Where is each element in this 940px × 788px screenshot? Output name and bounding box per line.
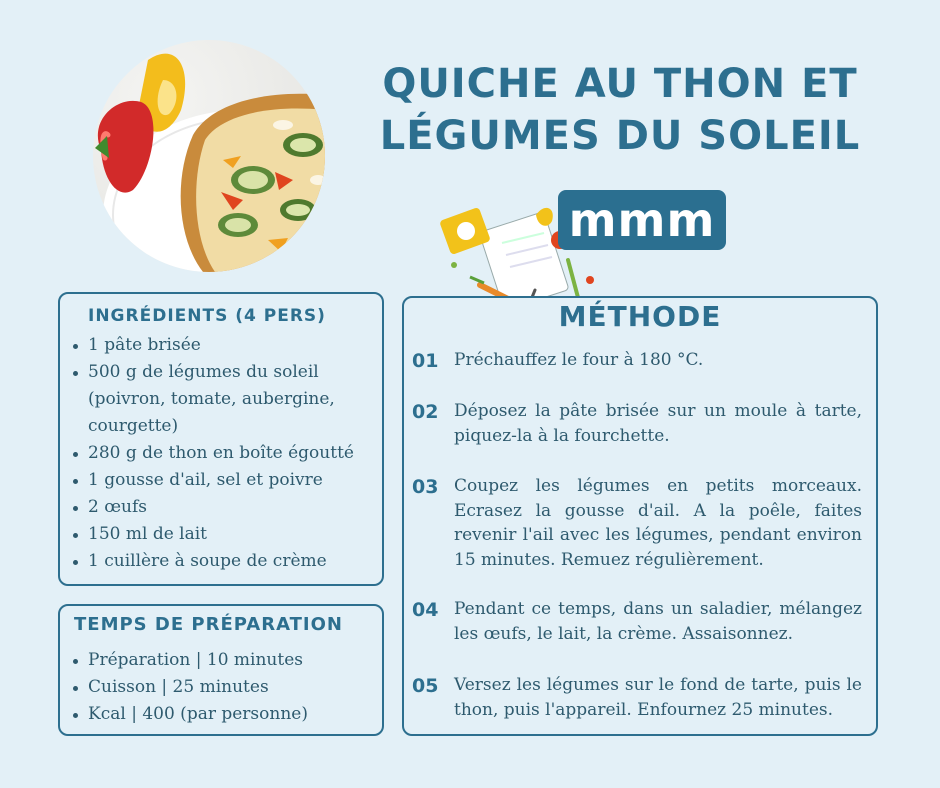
list-item: 2 œufs <box>70 494 374 521</box>
title-line-1: QUICHE AU THON ET <box>382 61 858 107</box>
method-step <box>412 348 862 373</box>
step-text: Versez les légumes sur le fond de tarte, puis le thon, puis l'appareil. Enfournez 25 minutes. <box>454 675 862 720</box>
list-item: 1 gousse d'ail, sel et poivre <box>70 467 374 494</box>
list-item: 1 pâte brisée <box>70 332 374 359</box>
step-text: Pendant ce temps, dans un saladier, mélangez les œufs, le lait, la crème. Assaisonnez. <box>454 599 862 644</box>
ingredients-title: INGRÉDIENTS (4 PERS) <box>88 306 326 326</box>
list-item: 500 g de légumes du soleil (poivron, tomate, aubergine, courgette) <box>70 359 374 440</box>
step-text: Déposez la pâte brisée sur un moule à tarte, piquez-la à la fourchette. <box>454 401 862 446</box>
list-item: Préparation | 10 minutes <box>70 647 374 674</box>
step-number: 04 <box>412 599 439 621</box>
method-step <box>412 673 862 722</box>
step-text: Coupez les légumes en petits morceaux. Ecrasez la gousse d'ail. A la poêle, faites revenir l'ail avec les légumes, pendant environ 15 minutes. Remuez régulièrement. <box>454 476 862 570</box>
list-item: Kcal | 400 (par personne) <box>70 701 374 728</box>
quiche-photo <box>93 40 325 272</box>
quiche-illustration <box>93 40 325 272</box>
title-line-2: LÉGUMES DU SOLEIL <box>379 113 861 159</box>
step-number: 01 <box>412 350 439 372</box>
list-item: 150 ml de lait <box>70 521 374 548</box>
method-panel <box>402 296 878 736</box>
prep-time-title: TEMPS DE PRÉPARATION <box>74 614 343 635</box>
step-number: 03 <box>412 476 439 498</box>
prep-time-list <box>70 647 374 728</box>
method-step <box>412 474 862 572</box>
list-item: Cuisson | 25 minutes <box>70 674 374 701</box>
ingredients-list <box>70 332 374 575</box>
list-item: 280 g de thon en boîte égoutté <box>70 440 374 467</box>
ingredients-panel <box>58 292 384 586</box>
prep-time-panel <box>58 604 384 736</box>
method-title: MÉTHODE <box>558 300 722 333</box>
step-number: 05 <box>412 675 439 697</box>
recipe-title <box>360 58 880 162</box>
list-item: 1 cuillère à soupe de crème <box>70 548 374 575</box>
step-number: 02 <box>412 401 439 423</box>
method-step <box>412 399 862 448</box>
brand-logo: mmm <box>558 190 726 250</box>
step-text: Préchauffez le four à 180 °C. <box>454 350 704 370</box>
method-step <box>412 597 862 646</box>
